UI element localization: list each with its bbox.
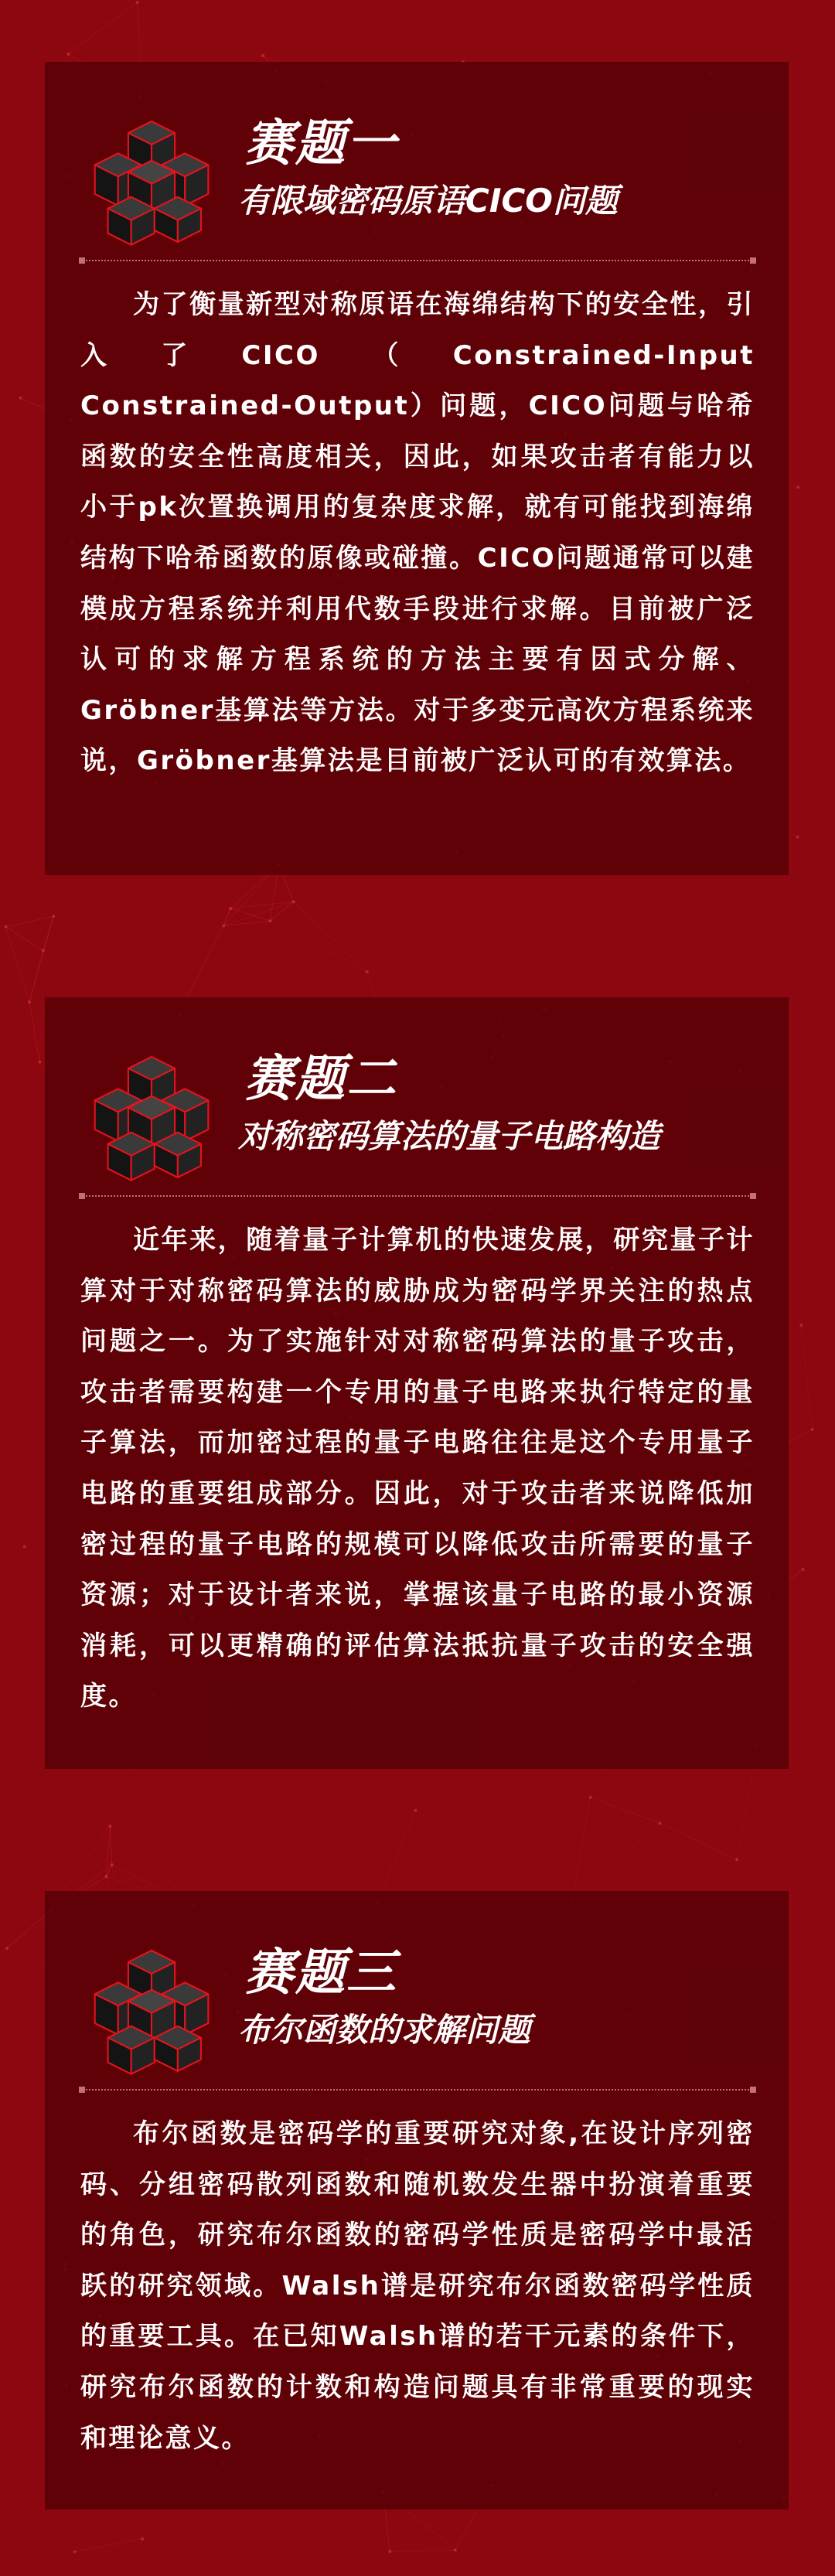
cube-cross-icon bbox=[79, 1937, 224, 2083]
challenge-title-1: 有限域密码原语CICO问题 bbox=[238, 182, 618, 220]
challenge-title-2: 对称密码算法的量子电路构造 bbox=[238, 1117, 661, 1155]
challenge-description-2: 近年来，随着量子计算机的快速发展，研究量子计算对于对称密码算法的威胁成为密码学界关注的热点问题之一。为了实施针对对称密码算法的量子攻击，攻击者需要构建一个专用的量子电路来执行特定的量子算法，而加密过程的量子电路往往是这个专用量子电路的重要组成部分。因此，对于攻击者来说降低加密过程的量子电路的规模可以降低攻击所需要的量子资源；对于设计者来说，掌握该量子电路的最小资源消耗，可以更精确的评估算法抵抗量子攻击的安全强度。 bbox=[80, 1225, 755, 1712]
challenge-card-1 bbox=[45, 62, 789, 875]
challenge-number-3: 赛题三 bbox=[244, 1944, 397, 2002]
challenge-title-3: 布尔函数的求解问题 bbox=[238, 2011, 531, 2049]
challenge-description-1: 为了衡量新型对称原语在海绵结构下的安全性，引入了CICO（Constrained-Input Constrained-Output）问题，CICO问题与哈希函数的安全性高度相关，因此，如果攻击者有能力以小于pk次置换调用的复杂度求解，就有可能找到海绵结构下哈希函数的原像或碰撞。CICO问题通常可以建模成方程系统并利用代数手段进行求解。目前被广泛认可的求解方程系统的方法主要有因式分解、Gröbner基算法等方法。对于多变元高次方程系统来说，Gröbner基算法是目前被广泛认可的有效算法。 bbox=[80, 289, 755, 777]
challenge-number-1: 赛题一 bbox=[244, 115, 397, 172]
cube-cross-icon bbox=[79, 108, 224, 254]
dotted-divider bbox=[80, 2089, 755, 2090]
challenge-description-3: 布尔函数是密码学的重要研究对象,在设计序列密码、分组密码散列函数和随机数发生器中扮演着重要的角色，研究布尔函数的密码学性质是密码学中最活跃的研究领域。Walsh谱是研究布尔函数密码学性质的重要工具。在已知Walsh谱的若干元素的条件下，研究布尔函数的计数和构造问题具有非常重要的现实和理论意义。 bbox=[80, 2118, 755, 2454]
dotted-divider bbox=[80, 260, 755, 261]
dotted-divider bbox=[80, 1195, 755, 1197]
challenge-card-2 bbox=[45, 997, 789, 1769]
challenge-number-2: 赛题二 bbox=[244, 1051, 397, 1108]
challenge-card-3 bbox=[45, 1891, 789, 2510]
cube-cross-icon bbox=[79, 1044, 224, 1189]
